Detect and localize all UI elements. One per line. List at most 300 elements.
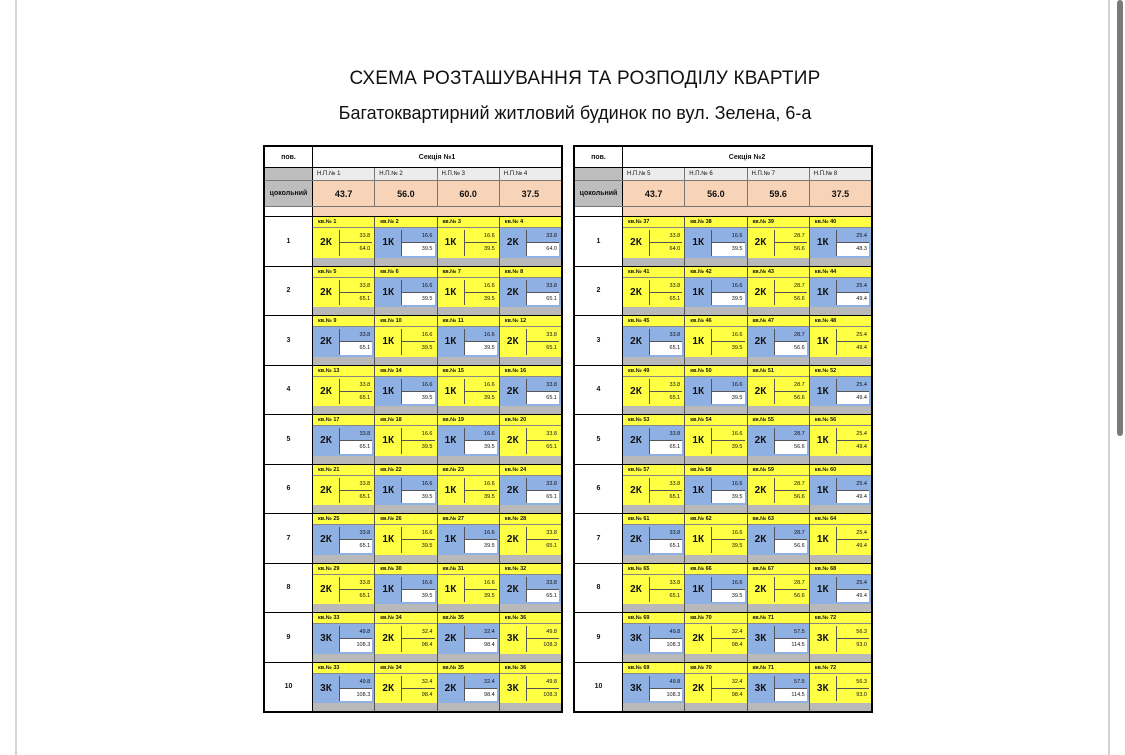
living-area: 16.6 — [731, 480, 743, 487]
apartment-areas — [711, 230, 744, 256]
commercial-premises-label: Н.П.№ 6 — [685, 168, 747, 180]
apartment-footer — [685, 456, 746, 464]
apartment-cell[interactable] — [500, 316, 561, 365]
living-area: 33.8 — [669, 282, 681, 289]
apartment-cell[interactable] — [375, 613, 437, 662]
apartment-rooms: 3К — [506, 682, 519, 694]
basement-spacer-row — [575, 207, 871, 217]
apartment-cell[interactable] — [313, 415, 375, 464]
living-area: 33.8 — [546, 480, 557, 487]
apartment-cell[interactable] — [375, 514, 437, 563]
apartment-cell[interactable] — [500, 613, 561, 662]
apartment-cell[interactable] — [623, 415, 685, 464]
apartment-rooms: 2К — [630, 385, 642, 397]
apartment-info — [313, 228, 374, 258]
apartment-cell[interactable] — [748, 217, 810, 266]
basement-spacer-row — [265, 207, 561, 217]
apartment-rooms: 2К — [630, 583, 642, 595]
apartment-cell[interactable] — [438, 415, 500, 464]
apartment-footer — [438, 307, 499, 315]
living-area: 28.7 — [794, 431, 805, 438]
apartment-cell[interactable] — [313, 514, 375, 563]
apartment-cell[interactable] — [623, 217, 685, 266]
living-area: 33.8 — [359, 579, 371, 586]
floor-number: 1 — [265, 217, 313, 266]
apartment-areas — [774, 230, 807, 256]
apartment-rooms: 3К — [630, 633, 642, 645]
apartment-info — [500, 377, 561, 407]
apartment-rooms: 2К — [630, 484, 642, 496]
floor-row — [575, 613, 871, 663]
apartment-cell[interactable] — [438, 217, 500, 266]
apartment-cell[interactable] — [810, 613, 871, 662]
apartment-info — [810, 674, 871, 704]
apartment-number: кв.№ 37 — [623, 217, 684, 228]
apartment-footer — [313, 406, 374, 414]
living-area: 28.7 — [794, 332, 805, 339]
apartment-cell[interactable] — [748, 316, 810, 365]
apartment-info — [438, 327, 499, 357]
apartment-cell[interactable] — [313, 217, 375, 266]
floor-column-header: пов. — [575, 147, 623, 167]
apartment-cell[interactable] — [810, 316, 871, 365]
apartment-footer — [685, 406, 746, 414]
apartment-info — [375, 327, 436, 357]
apartment-rooms: 3К — [754, 682, 767, 694]
living-area: 33.8 — [546, 530, 557, 537]
apartment-areas — [526, 626, 559, 652]
apartment-footer — [748, 604, 809, 612]
floor-row — [575, 366, 871, 416]
apartment-info — [500, 624, 561, 654]
basement-area-row — [575, 181, 871, 207]
apartment-footer — [375, 505, 436, 513]
apartment-footer — [685, 357, 746, 365]
apartment-rooms: 1К — [444, 435, 457, 447]
apartment-cell[interactable] — [685, 366, 747, 415]
apartment-cell[interactable] — [500, 663, 561, 712]
apartment-footer — [623, 703, 684, 711]
apartment-areas — [649, 379, 682, 405]
apartment-footer — [438, 357, 499, 365]
apartment-cell[interactable] — [500, 465, 561, 514]
apartment-footer — [685, 604, 746, 612]
apartment-areas — [649, 230, 682, 256]
floor-row — [575, 267, 871, 317]
apartment-areas — [339, 527, 372, 553]
apartment-cell[interactable] — [375, 267, 437, 316]
apartment-cell[interactable] — [500, 514, 561, 563]
apartment-info — [623, 476, 684, 506]
apartment-info — [748, 575, 809, 605]
apartment-info — [748, 674, 809, 704]
apartment-cell[interactable] — [375, 564, 437, 613]
apartment-cell[interactable] — [685, 514, 747, 563]
apartment-areas — [836, 626, 869, 652]
apartment-rooms: 1К — [382, 583, 395, 595]
total-area: 49.4 — [837, 440, 869, 453]
floor-number: 7 — [265, 514, 313, 563]
apartment-cell[interactable] — [623, 663, 685, 712]
apartment-cell[interactable] — [313, 366, 375, 415]
apartment-cell[interactable] — [810, 217, 871, 266]
apartment-number: кв.№ 33 — [313, 663, 374, 674]
apartment-footer — [438, 654, 499, 662]
apartment-cell[interactable] — [438, 316, 500, 365]
basement-label: цокольний — [265, 181, 313, 206]
apartment-cell[interactable] — [748, 564, 810, 613]
apartment-areas — [339, 379, 372, 405]
apartment-info — [685, 327, 746, 357]
apartment-number: кв.№ 17 — [313, 415, 374, 426]
apartment-number: кв.№ 14 — [375, 366, 436, 377]
apartment-areas — [711, 329, 744, 355]
apartment-cell[interactable] — [438, 267, 500, 316]
apartment-number: кв.№ 23 — [438, 465, 499, 476]
total-area: 56.6 — [775, 391, 807, 404]
apartment-rooms: 2К — [754, 286, 767, 298]
apartment-footer — [810, 357, 871, 365]
apartment-number: кв.№ 1 — [313, 217, 374, 228]
apartment-areas — [401, 527, 434, 553]
apartment-cell[interactable] — [685, 465, 747, 514]
apartment-areas — [339, 626, 372, 652]
apartment-cell[interactable] — [685, 613, 747, 662]
apartment-rooms: 2К — [320, 237, 332, 249]
apartment-cell[interactable] — [810, 663, 871, 712]
living-area: 49.8 — [546, 629, 557, 636]
apartment-rooms: 2К — [506, 583, 519, 595]
total-area: 39.5 — [402, 440, 434, 453]
apartment-cell[interactable] — [685, 316, 747, 365]
apartment-areas — [401, 379, 434, 405]
apartment-cell[interactable] — [438, 514, 500, 563]
total-area: 39.5 — [465, 539, 497, 552]
apartment-cell[interactable] — [313, 267, 375, 316]
living-area: 16.6 — [421, 480, 433, 487]
apartment-rooms: 2К — [506, 534, 519, 546]
apartment-footer — [623, 258, 684, 266]
apartment-cell[interactable] — [438, 564, 500, 613]
apartment-number: кв.№ 16 — [500, 366, 561, 377]
apartment-cell[interactable] — [685, 267, 747, 316]
apartment-areas — [464, 379, 497, 405]
apartment-areas — [649, 626, 682, 652]
floor-row — [265, 663, 561, 712]
apartment-footer — [313, 555, 374, 563]
apartment-footer — [500, 604, 561, 612]
apartment-number: кв.№ 59 — [748, 465, 809, 476]
apartment-cell[interactable] — [623, 564, 685, 613]
apartment-footer — [810, 406, 871, 414]
apartment-cell[interactable] — [810, 564, 871, 613]
apartment-info — [500, 674, 561, 704]
floor-row — [265, 465, 561, 515]
apartment-number: кв.№ 7 — [438, 267, 499, 278]
total-area: 65.1 — [340, 341, 372, 354]
apartment-rooms: 1К — [692, 583, 705, 595]
apartment-rooms: 2К — [382, 682, 395, 694]
apartment-number: кв.№ 69 — [623, 663, 684, 674]
apartment-number: кв.№ 47 — [748, 316, 809, 327]
apartment-cell[interactable] — [500, 217, 561, 266]
total-area: 108.3 — [650, 638, 682, 651]
apartment-cell[interactable] — [748, 613, 810, 662]
apartment-footer — [748, 258, 809, 266]
apartment-areas — [836, 329, 869, 355]
apartment-cell[interactable] — [623, 465, 685, 514]
apartment-cell[interactable] — [313, 663, 375, 712]
living-area: 16.6 — [484, 381, 495, 388]
apartment-cell[interactable] — [500, 366, 561, 415]
apartment-rooms: 2К — [506, 336, 519, 348]
apartment-cell[interactable] — [623, 366, 685, 415]
total-area: 56.6 — [775, 242, 807, 255]
total-area: 49.4 — [837, 341, 869, 354]
living-area: 32.4 — [731, 678, 743, 685]
apartment-cell[interactable] — [375, 366, 437, 415]
apartment-number: кв.№ 3 — [438, 217, 499, 228]
apartment-number: кв.№ 8 — [500, 267, 561, 278]
apartment-number: кв.№ 25 — [313, 514, 374, 525]
apartment-areas — [339, 230, 372, 256]
apartment-number: кв.№ 35 — [438, 663, 499, 674]
apartment-cell[interactable] — [438, 366, 500, 415]
apartment-cell[interactable] — [438, 465, 500, 514]
apartment-footer — [375, 604, 436, 612]
apartment-areas — [836, 676, 869, 702]
apartment-info — [748, 426, 809, 456]
total-area: 114.5 — [775, 638, 807, 651]
apartment-rooms: 1К — [382, 534, 395, 546]
total-area: 56.6 — [775, 589, 807, 602]
apartment-cell[interactable] — [375, 415, 437, 464]
apartment-info — [685, 575, 746, 605]
apartment-footer — [313, 258, 374, 266]
total-area: 65.1 — [527, 440, 559, 453]
living-area: 28.7 — [794, 381, 805, 388]
apartment-rooms: 1К — [692, 435, 705, 447]
apartment-footer — [623, 307, 684, 315]
apartment-number: кв.№ 69 — [623, 613, 684, 624]
apartment-number: кв.№ 63 — [748, 514, 809, 525]
apartment-areas — [836, 280, 869, 306]
total-area: 64.0 — [527, 242, 559, 255]
apartment-footer — [313, 703, 374, 711]
apartment-cell[interactable] — [685, 217, 747, 266]
apartment-cell[interactable] — [313, 465, 375, 514]
floor-row — [265, 564, 561, 614]
apartment-number: кв.№ 6 — [375, 267, 436, 278]
apartment-cell[interactable] — [810, 514, 871, 563]
apartment-rooms: 3К — [754, 633, 767, 645]
apartment-footer — [748, 703, 809, 711]
total-area: 114.5 — [775, 688, 807, 701]
apartment-areas — [649, 280, 682, 306]
apartment-info — [623, 426, 684, 456]
living-area: 25.4 — [856, 381, 867, 388]
total-area: 39.5 — [402, 292, 434, 305]
apartment-cell[interactable] — [748, 465, 810, 514]
apartment-areas — [401, 230, 434, 256]
apartment-rooms: 2К — [754, 385, 767, 397]
apartment-cell[interactable] — [500, 564, 561, 613]
total-area: 39.5 — [402, 341, 434, 354]
apartment-cell[interactable] — [810, 465, 871, 514]
living-area: 16.6 — [484, 579, 495, 586]
apartment-rooms: 1К — [444, 286, 457, 298]
apartment-info — [500, 525, 561, 555]
living-area: 32.4 — [421, 629, 433, 636]
apartment-cell[interactable] — [375, 663, 437, 712]
apartment-cell[interactable] — [438, 663, 500, 712]
total-area: 39.5 — [465, 391, 497, 404]
apartment-info — [313, 426, 374, 456]
apartment-number: кв.№ 5 — [313, 267, 374, 278]
commercial-premises-area: 56.0 — [375, 181, 437, 206]
apartment-info — [438, 228, 499, 258]
apartment-cell[interactable] — [685, 415, 747, 464]
apartment-number: кв.№ 65 — [623, 564, 684, 575]
apartment-number: кв.№ 72 — [810, 613, 871, 624]
apartment-cell[interactable] — [748, 415, 810, 464]
apartment-footer — [810, 456, 871, 464]
apartment-rooms: 2К — [754, 435, 767, 447]
apartment-info — [375, 624, 436, 654]
living-area: 28.7 — [794, 480, 805, 487]
apartment-cell[interactable] — [748, 267, 810, 316]
apartment-areas — [774, 329, 807, 355]
apartment-cell[interactable] — [500, 415, 561, 464]
apartment-areas — [464, 230, 497, 256]
apartment-footer — [313, 456, 374, 464]
total-area: 93.0 — [837, 688, 869, 701]
total-area: 49.4 — [837, 391, 869, 404]
apartment-info — [375, 228, 436, 258]
floor-number: 2 — [575, 267, 623, 316]
total-area: 56.6 — [775, 341, 807, 354]
apartment-cell[interactable] — [313, 316, 375, 365]
apartment-rooms: 2К — [320, 534, 332, 546]
apartment-cell[interactable] — [748, 366, 810, 415]
apartment-info — [313, 476, 374, 506]
apartment-cell[interactable] — [685, 564, 747, 613]
apartment-cell[interactable] — [810, 415, 871, 464]
apartment-areas — [401, 280, 434, 306]
apartment-info — [748, 624, 809, 654]
apartment-number: кв.№ 61 — [623, 514, 684, 525]
apartment-areas — [711, 626, 744, 652]
apartment-number: кв.№ 50 — [685, 366, 746, 377]
apartment-rooms: 1К — [444, 385, 457, 397]
apartment-info — [685, 674, 746, 704]
apartment-cell[interactable] — [375, 316, 437, 365]
apartment-info — [748, 278, 809, 308]
section-title: Секція №1 — [418, 153, 456, 161]
apartment-number: кв.№ 72 — [810, 663, 871, 674]
apartment-cell[interactable] — [810, 267, 871, 316]
section-header-row — [575, 147, 871, 168]
apartment-info — [313, 575, 374, 605]
apartment-cell[interactable] — [748, 514, 810, 563]
apartment-cell[interactable] — [375, 465, 437, 514]
apartment-cell[interactable] — [685, 663, 747, 712]
apartment-rooms: 1К — [444, 534, 457, 546]
total-area: 39.5 — [402, 242, 434, 255]
section-header-row — [265, 147, 561, 168]
living-area: 33.8 — [359, 282, 371, 289]
living-area: 32.4 — [421, 678, 433, 685]
apartment-cell[interactable] — [623, 267, 685, 316]
apartment-footer — [748, 406, 809, 414]
apartment-rooms: 1К — [382, 435, 395, 447]
commercial-premises-label: Н.П.№ 1 — [313, 168, 375, 180]
living-area: 33.8 — [669, 530, 681, 537]
apartment-footer — [438, 505, 499, 513]
apartment-footer — [500, 505, 561, 513]
living-area: 33.8 — [546, 233, 557, 240]
commercial-premises-row — [575, 168, 871, 181]
living-area: 16.6 — [731, 233, 743, 240]
total-area: 64.0 — [340, 242, 372, 255]
floor-row — [575, 465, 871, 515]
apartment-areas — [526, 280, 559, 306]
apartment-cell[interactable] — [623, 514, 685, 563]
apartment-footer — [500, 456, 561, 464]
apartment-info — [375, 575, 436, 605]
total-area: 108.3 — [340, 688, 372, 701]
apartment-footer — [375, 307, 436, 315]
apartment-rooms: 2К — [320, 435, 332, 447]
total-area: 65.1 — [650, 292, 682, 305]
apartment-areas — [464, 676, 497, 702]
apartment-footer — [810, 555, 871, 563]
apartment-areas — [339, 329, 372, 355]
apartment-footer — [500, 406, 561, 414]
apartment-info — [685, 377, 746, 407]
apartment-number: кв.№ 26 — [375, 514, 436, 525]
apartment-cell[interactable] — [438, 613, 500, 662]
apartment-cell[interactable] — [375, 217, 437, 266]
apartment-number: кв.№ 70 — [685, 613, 746, 624]
apartment-cell[interactable] — [500, 267, 561, 316]
total-area: 39.5 — [712, 589, 744, 602]
apartment-rooms: 2К — [506, 237, 519, 249]
total-area: 98.4 — [402, 638, 434, 651]
apartment-cell[interactable] — [748, 663, 810, 712]
apartment-cell[interactable] — [313, 613, 375, 662]
vertical-scrollbar[interactable] — [1117, 0, 1123, 436]
apartment-footer — [313, 505, 374, 513]
living-area: 16.6 — [421, 431, 433, 438]
apartment-areas — [401, 626, 434, 652]
total-area: 65.1 — [650, 341, 682, 354]
apartment-areas — [339, 428, 372, 454]
apartment-cell[interactable] — [313, 564, 375, 613]
apartment-info — [313, 278, 374, 308]
apartment-footer — [623, 505, 684, 513]
living-area: 33.8 — [546, 381, 557, 388]
apartment-cell[interactable] — [623, 316, 685, 365]
apartment-cell[interactable] — [623, 613, 685, 662]
apartment-cell[interactable] — [810, 366, 871, 415]
apartment-info — [313, 525, 374, 555]
apartment-info — [500, 278, 561, 308]
total-area: 65.1 — [650, 490, 682, 503]
floor-row — [265, 514, 561, 564]
apartment-info — [685, 476, 746, 506]
apartment-info — [375, 426, 436, 456]
